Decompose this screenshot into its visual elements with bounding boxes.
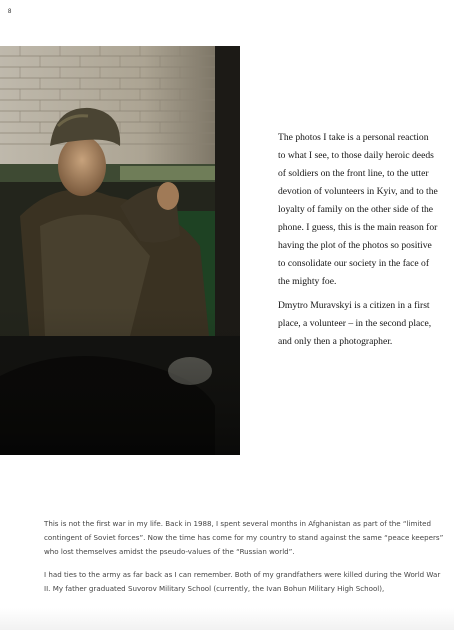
body-paragraph: I had ties to the army as far back as I can remember. Both of my grandfathers were killed during the World War II. My father graduated Suvorov Military School (currently, the Ivan Bohun Military High School), [44,570,441,593]
page-number: 8 [8,9,12,15]
intro-text [278,129,438,357]
body-text [44,517,444,605]
intro-paragraph: The photos I take is a personal reaction to what I see, to those daily heroic deeds of soldiers on the front line, to the utter devotion of volunteers in Kyiv, and to the loyalty of family on the other side of the phone. I guess, this is the main reason for having the plot of the photos so positive to consolidate our society in the face of the mighty foe. [278,132,438,287]
author-bio-paragraph: Dmytro Muravskyi is a citizen in a first place, a volunteer – in the second place, and only then a photographer. [278,300,432,347]
body-paragraph: This is not the first war in my life. Back in 1988, I spent several months in Afghanistan as part of the “limited contingent of Soviet forces”. Now the time has come for my country to stand against the same “peace keepers” who lost themselves amidst the pseudo-values of the “Russian world”. [44,519,444,556]
soldier-photo [0,46,240,455]
page-edge-shadow [0,608,454,630]
